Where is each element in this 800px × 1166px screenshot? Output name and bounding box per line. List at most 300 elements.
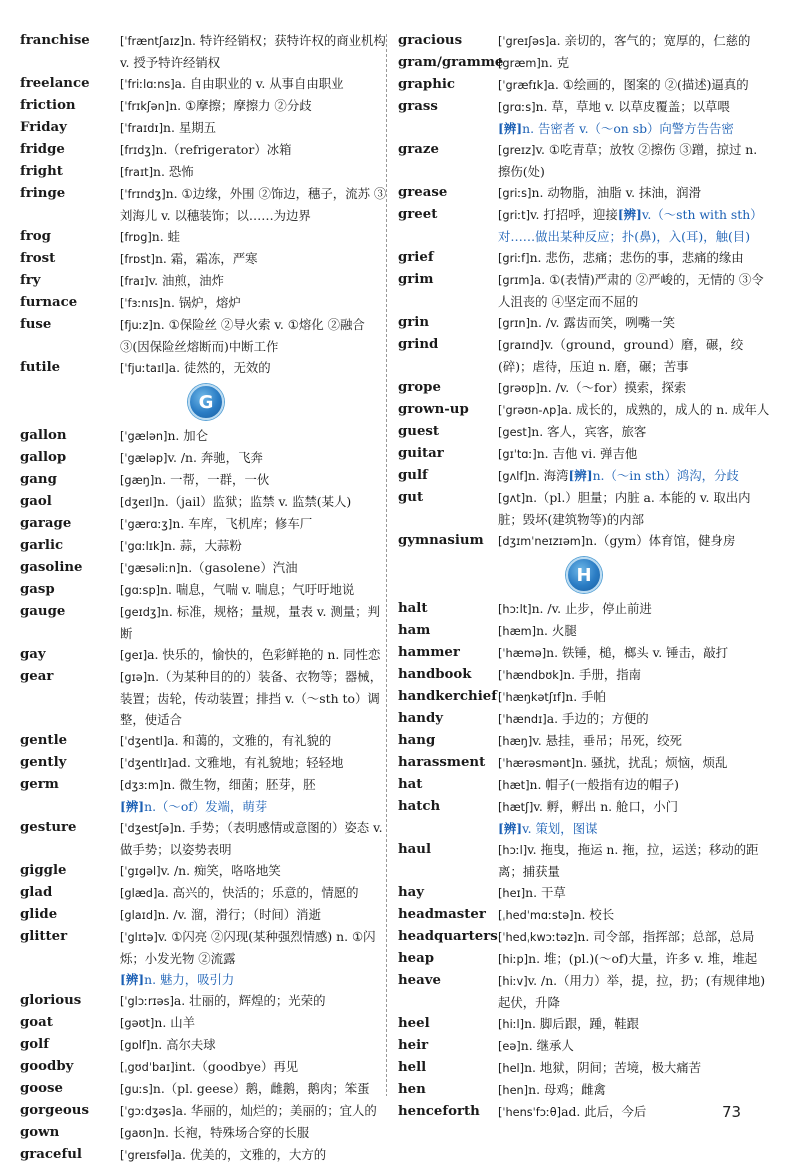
headword: fuse xyxy=(20,317,52,332)
pronunciation: [gæŋ] xyxy=(120,474,155,487)
left-column xyxy=(20,30,392,1166)
definition-block xyxy=(498,530,770,552)
definition-text: v. 拖曳，拖运 n. 拖，拉，运送；移动的距离；捕获量 xyxy=(498,842,759,879)
headword: gallop xyxy=(20,450,67,465)
definition-block xyxy=(120,882,392,904)
pronunciation: [ˈfjuːtaɪl] xyxy=(120,362,169,375)
definition-block xyxy=(498,421,770,443)
definition-text: n. 手帕 xyxy=(565,689,606,704)
headword: gulf xyxy=(398,468,428,483)
pronunciation: [ˈdʒentl] xyxy=(120,735,168,748)
distinction-note xyxy=(568,468,738,483)
headword: goat xyxy=(20,1015,53,1030)
definition-block xyxy=(498,1035,770,1057)
definition-text: v. 打招呼，迎接 xyxy=(530,207,618,222)
page-number: 73 xyxy=(722,1103,742,1121)
definition-text: n. 喘息，气喘 v. 喘息；气吁吁地说 xyxy=(160,582,355,597)
dictionary-entry xyxy=(398,839,770,882)
definition-block xyxy=(120,557,392,579)
headword: goodby xyxy=(20,1059,74,1074)
pronunciation: [hiːv] xyxy=(498,975,528,988)
dictionary-entry xyxy=(20,73,392,95)
pronunciation: [griːf] xyxy=(498,252,530,265)
dictionary-entry xyxy=(398,882,770,904)
dictionary-entry xyxy=(20,30,392,73)
definition-text: n. 克 xyxy=(540,55,569,70)
definition-text: v. 悬挂，垂吊；吊死，绞死 xyxy=(532,733,682,748)
pronunciation: [dʒeɪl] xyxy=(120,496,157,509)
headword: headmaster xyxy=(398,907,486,922)
definition-text: n. /v. 止步，停止前进 xyxy=(531,601,652,616)
definition-text: n. ①保险丝 ②导火索 v. ①熔化 ②融合 ③(因保险丝熔断而)中断工作 xyxy=(120,317,365,354)
dictionary-entry xyxy=(398,970,770,1013)
definition-text: n. 车库，飞机库；修车厂 xyxy=(172,516,313,531)
dictionary-entry xyxy=(20,601,392,644)
definition-text: n. 星期五 xyxy=(163,120,217,135)
definition-block xyxy=(120,226,392,248)
dictionary-entry xyxy=(398,487,770,530)
definition-block xyxy=(498,730,770,752)
headword: grown-up xyxy=(398,402,469,417)
dictionary-entry xyxy=(20,469,392,491)
headword: gesture xyxy=(20,820,77,835)
headword: fringe xyxy=(20,186,66,201)
dictionary-entry xyxy=(398,443,770,465)
distinction-tag: [辨] xyxy=(120,799,145,814)
definition-block xyxy=(120,270,392,292)
pronunciation: [geɪdʒ] xyxy=(120,606,161,619)
dictionary-entry xyxy=(20,1012,392,1034)
pronunciation: [ˈfrɪndʒ] xyxy=(120,188,166,201)
definition-text: n.（jail）监狱；监禁 v. 监禁(某人) xyxy=(156,494,352,509)
dictionary-entry xyxy=(20,644,392,666)
pronunciation: [ˈhærəsmənt] xyxy=(498,757,576,770)
pronunciation: [ˈfɜːnɪs] xyxy=(120,297,163,310)
definition-block xyxy=(498,970,770,1013)
headword: grope xyxy=(398,380,441,395)
definition-text: n. 帽子(一般指有边的帽子) xyxy=(529,777,679,792)
dictionary-entry xyxy=(20,752,392,774)
headword: grass xyxy=(398,99,438,114)
headword: glad xyxy=(20,885,53,900)
definition-text: n.（pl.）胆量；内脏 a. 本能的 v. 取出内脏；毁坏(建筑物等)的内部 xyxy=(498,490,751,527)
pronunciation: [dʒɜːm] xyxy=(120,779,164,792)
definition-text: int.（goodbye）再见 xyxy=(174,1059,299,1074)
dictionary-entry xyxy=(398,708,770,730)
pronunciation: [fraɪt] xyxy=(120,166,153,179)
definition-block xyxy=(120,1056,392,1078)
pronunciation: [gest] xyxy=(498,426,532,439)
definition-block xyxy=(498,620,770,642)
dictionary-entry xyxy=(398,312,770,334)
pronunciation: [graɪnd] xyxy=(498,339,545,352)
pronunciation: [eə] xyxy=(498,1040,521,1053)
headword: heave xyxy=(398,973,441,988)
definition-text: a. 优美的，文雅的，大方的 xyxy=(174,1147,327,1162)
headword: golf xyxy=(20,1037,49,1052)
definition-block xyxy=(498,52,770,74)
definition-text: n. 手势；（表明感情或意图的）姿态 v. 做手势；以姿势表明 xyxy=(120,820,383,857)
headword: henceforth xyxy=(398,1104,480,1119)
dictionary-entry xyxy=(20,1034,392,1056)
headword: headquarters xyxy=(398,929,498,944)
definition-text: a. 手边的；方便的 xyxy=(546,711,649,726)
definition-text: n. 标准，规格；量规，量表 v. 测量；判断 xyxy=(120,604,380,641)
headword: handkerchief xyxy=(398,689,497,704)
definition-block xyxy=(120,73,392,95)
dictionary-entry xyxy=(20,926,392,990)
headword: glitter xyxy=(20,929,68,944)
dictionary-entry xyxy=(398,1013,770,1035)
definition-text: n. 加仑 xyxy=(167,428,209,443)
dictionary-entry xyxy=(20,292,392,314)
definition-block xyxy=(498,96,770,139)
pronunciation: [hɔːlt] xyxy=(498,603,532,616)
pronunciation: [ˈhedˌkwɔːtəz] xyxy=(498,931,578,944)
headword: friction xyxy=(20,98,76,113)
headword: gay xyxy=(20,647,46,662)
headword: hell xyxy=(398,1060,427,1075)
pronunciation: [ˈgærɑːʒ] xyxy=(120,518,173,531)
pronunciation: [grɪm] xyxy=(498,274,534,287)
definition-text: n. ①边缘，外围 ②饰边，穗子，流苏 ③刘海儿 v. 以穗装饰；以……为边界 xyxy=(120,186,387,223)
distinction-text: n. 告密者 v.（～on sb）向警方告告密 xyxy=(522,121,734,136)
pronunciation: [ˈgreɪsfəl] xyxy=(120,1149,175,1162)
pronunciation: [gəʊt] xyxy=(120,1017,155,1030)
pronunciation: [ˈfrɪkʃən] xyxy=(120,100,170,113)
distinction-tag: [辨] xyxy=(120,972,145,987)
headword: guest xyxy=(398,424,440,439)
definition-block xyxy=(498,399,770,421)
definition-block xyxy=(120,752,392,774)
headword: heel xyxy=(398,1016,430,1031)
headword: gut xyxy=(398,490,424,505)
definition-text: n. 锅炉，熔炉 xyxy=(162,295,241,310)
definition-text: n. 一帮，一群，一伙 xyxy=(154,472,270,487)
definition-block xyxy=(120,601,392,644)
definition-block xyxy=(120,30,392,73)
dictionary-entry xyxy=(398,948,770,970)
definition-text: a. ①(表情)严肃的 ②严峻的，无情的 ③令人沮丧的 ④坚定而不屈的 xyxy=(498,272,764,309)
definition-block xyxy=(120,357,392,379)
pronunciation: [ˈglɔːrɪəs] xyxy=(120,995,174,1008)
headword: furnace xyxy=(20,295,78,310)
dictionary-entry xyxy=(398,904,770,926)
definition-text: n. 草，草地 v. 以草皮覆盖；以草喂 xyxy=(535,99,730,114)
dictionary-entry xyxy=(20,882,392,904)
definition-block xyxy=(120,926,392,990)
dictionary-entry xyxy=(20,1122,392,1144)
headword: fright xyxy=(20,164,63,179)
headword: goose xyxy=(20,1081,63,1096)
definition-block xyxy=(120,860,392,882)
pronunciation: [ˈgræfɪk] xyxy=(498,79,548,92)
pronunciation: [ˈhensˈfɔːθ] xyxy=(498,1106,562,1119)
definition-text: n.（gasolene）汽油 xyxy=(180,560,298,575)
pronunciation: [grɪn] xyxy=(498,317,530,330)
definition-block xyxy=(120,817,392,860)
dictionary-entry xyxy=(20,774,392,817)
definition-block xyxy=(120,904,392,926)
headword: gracious xyxy=(398,33,463,48)
pronunciation: [ˈfraɪdɪ] xyxy=(120,122,164,135)
definition-block xyxy=(120,1012,392,1034)
definition-block xyxy=(498,30,770,52)
definition-text: n. 堆；(pl.)(～of)大量，许多 v. 堆，堆起 xyxy=(528,951,758,966)
headword: fridge xyxy=(20,142,65,157)
right-column xyxy=(398,30,770,1123)
definition-text: a. ①绘画的，图案的 ②(描述)逼真的 xyxy=(547,77,749,92)
headword: gang xyxy=(20,472,57,487)
definition-block xyxy=(120,1100,392,1122)
definition-text: n. 恐怖 xyxy=(153,164,194,179)
definition-text: n. 长袍，特殊场合穿的长服 xyxy=(157,1125,310,1140)
definition-block xyxy=(120,491,392,513)
dictionary-entry xyxy=(398,182,770,204)
headword: fry xyxy=(20,273,41,288)
pronunciation: [ˈgreɪʃəs] xyxy=(498,35,550,48)
pronunciation: [gʌt] xyxy=(498,492,526,505)
headword: hammer xyxy=(398,645,460,660)
dictionary-entry xyxy=(398,377,770,399)
headword: handbook xyxy=(398,667,472,682)
dictionary-entry xyxy=(20,357,392,379)
dictionary-entry xyxy=(20,1144,392,1166)
letter-g-badge: G xyxy=(188,384,224,420)
definition-text: n. 悲伤，悲痛；悲伤的事，悲痛的缘由 xyxy=(529,250,744,265)
distinction-note xyxy=(498,818,770,839)
headword: greet xyxy=(398,207,438,222)
pronunciation: [hæt] xyxy=(498,779,530,792)
definition-block xyxy=(498,182,770,204)
dictionary-entry xyxy=(398,421,770,443)
dictionary-entry xyxy=(20,1100,392,1122)
pronunciation: [griːt] xyxy=(498,209,531,222)
pronunciation: [frɒg] xyxy=(120,231,152,244)
dictionary-entry xyxy=(398,399,770,421)
definition-text: n. 火腿 xyxy=(536,623,577,638)
distinction-tag: [辨] xyxy=(498,821,523,836)
pronunciation: [ˌgʊdˈbaɪ] xyxy=(120,1061,175,1074)
definition-block xyxy=(498,74,770,96)
pronunciation: [frɪdʒ] xyxy=(120,144,156,157)
definition-text: v. 孵，孵出 n. 舱口，小门 xyxy=(533,799,679,814)
definition-text: n. 干草 xyxy=(525,885,566,900)
pronunciation: [ˈfræntʃaɪz] xyxy=(120,35,185,48)
headword: graphic xyxy=(398,77,456,92)
definition-text: n. 高尔夫球 xyxy=(150,1037,216,1052)
pronunciation: [fjuːz] xyxy=(120,319,153,332)
dictionary-entry xyxy=(398,269,770,312)
dictionary-entry xyxy=(398,74,770,96)
definition-block xyxy=(498,708,770,730)
headword: gauge xyxy=(20,604,66,619)
pronunciation: [glæd] xyxy=(120,887,158,900)
headword: heap xyxy=(398,951,435,966)
headword: halt xyxy=(398,601,428,616)
dictionary-entry xyxy=(398,204,770,247)
dictionary-entry xyxy=(20,161,392,183)
headword: graze xyxy=(398,142,439,157)
pronunciation: [ˈgrəʊn-ʌp] xyxy=(498,404,561,417)
headword: grim xyxy=(398,272,434,287)
pronunciation: [ˈdʒentlɪ] xyxy=(120,757,172,770)
pronunciation: [guːs] xyxy=(120,1083,153,1096)
definition-block xyxy=(120,248,392,270)
dictionary-entry xyxy=(20,860,392,882)
definition-block xyxy=(120,1078,392,1100)
dictionary-entry xyxy=(20,990,392,1012)
headword: harassment xyxy=(398,755,486,770)
definition-block xyxy=(498,443,770,465)
headword: garage xyxy=(20,516,72,531)
pronunciation: [hæm] xyxy=(498,625,537,638)
pronunciation: [ˈgɪgəl] xyxy=(120,865,161,878)
headword: guitar xyxy=(398,446,444,461)
dictionary-entry xyxy=(20,226,392,248)
dictionary-entry xyxy=(20,139,392,161)
definition-text: n. 吉他 vi. 弹吉他 xyxy=(536,446,638,461)
dictionary-entry xyxy=(398,139,770,182)
headword: gaol xyxy=(20,494,52,509)
definition-text: a. 亲切的，客气的；宽厚的，仁慈的 xyxy=(549,33,751,48)
definition-text: n. 动物脂，油脂 v. 抹油，润滑 xyxy=(531,185,701,200)
definition-text: v. /n. 奔驰，飞奔 xyxy=(167,450,263,465)
definition-text: n. 蒜，大蒜粉 xyxy=(163,538,242,553)
dictionary-entry xyxy=(398,598,770,620)
headword: gear xyxy=(20,669,54,684)
definition-text: n. 手册，指南 xyxy=(563,667,642,682)
definition-text: ad. 文雅地，有礼貌地；轻轻地 xyxy=(171,755,344,770)
definition-block xyxy=(498,204,770,247)
headword: giggle xyxy=(20,863,67,878)
definition-block xyxy=(120,535,392,557)
definition-text: n.（gym）体育馆，健身房 xyxy=(585,533,736,548)
headword: gasoline xyxy=(20,560,83,575)
dictionary-entry xyxy=(398,1035,770,1057)
definition-block xyxy=(498,1079,770,1101)
headword: grief xyxy=(398,250,434,265)
dictionary-entry xyxy=(20,513,392,535)
definition-text: a. 徒然的，无效的 xyxy=(168,360,271,375)
definition-block xyxy=(120,666,392,730)
headword: handy xyxy=(398,711,443,726)
definition-block xyxy=(120,183,392,226)
pronunciation: [ˈgɑːlɪk] xyxy=(120,540,164,553)
dictionary-entry xyxy=(398,752,770,774)
pronunciation: [ˈhæmə] xyxy=(498,647,547,660)
dictionary-entry xyxy=(20,557,392,579)
definition-text: v.（ground，ground）磨，碾，绞(碎)；虐待，压迫 n. 磨，碾；苦事 xyxy=(498,337,744,374)
headword: ham xyxy=(398,623,431,638)
definition-block xyxy=(498,377,770,399)
headword: gently xyxy=(20,755,67,770)
headword: frost xyxy=(20,251,56,266)
dictionary-entry xyxy=(398,1101,770,1123)
dictionary-entry xyxy=(398,247,770,269)
pronunciation: [ˈgæsəliːn] xyxy=(120,562,181,575)
definition-text: n. 特许经销权；获特许权的商业机构 v. 授予特许经销权 xyxy=(120,33,386,70)
distinction-tag: [辨] xyxy=(568,468,593,483)
headword: gymnasium xyxy=(398,533,484,548)
definition-text: n. 司令部，指挥部；总部，总局 xyxy=(577,929,755,944)
dictionary-entry xyxy=(398,1057,770,1079)
headword: franchise xyxy=(20,33,90,48)
pronunciation: [fraɪ] xyxy=(120,275,149,288)
pronunciation: [ˈdʒestʃə] xyxy=(120,822,174,835)
definition-text: v. /n.（用力）举，提，拉，扔；(有规律地)起伏，升降 xyxy=(498,973,766,1010)
definition-text: n. ①摩擦；摩擦力 ②分歧 xyxy=(169,98,312,113)
headword: glorious xyxy=(20,993,82,1008)
headword: germ xyxy=(20,777,59,792)
definition-block xyxy=(498,1057,770,1079)
pronunciation: [glaɪd] xyxy=(120,909,158,922)
definition-text: a. 自由职业的 v. 从事自由职业 xyxy=(174,76,344,91)
headword: grin xyxy=(398,315,430,330)
definition-block xyxy=(498,686,770,708)
definition-text: a. 和蔼的，文雅的，有礼貌的 xyxy=(167,733,332,748)
pronunciation: [gaʊn] xyxy=(120,1127,158,1140)
definition-text: n. 地狱，阴间；苦境，极大痛苦 xyxy=(524,1060,702,1075)
dictionary-entry xyxy=(20,1078,392,1100)
definition-block xyxy=(498,334,770,377)
distinction-text: v.（～sth with sth）对……做出某种反应；扑(鼻)，入(耳)，触(目) xyxy=(498,207,763,244)
pronunciation: [frɒst] xyxy=(120,253,155,266)
dictionary-entry xyxy=(398,730,770,752)
dictionary-entry xyxy=(20,270,392,292)
definition-text: n. 铁锤，槌，榔头 v. 锤击，敲打 xyxy=(546,645,729,660)
letter-h-badge: H xyxy=(566,557,602,593)
definition-block xyxy=(498,487,770,530)
pronunciation: [gɪə] xyxy=(120,671,148,684)
definition-block xyxy=(120,1122,392,1144)
dictionary-entry xyxy=(20,817,392,860)
pronunciation: [ˈhændbʊk] xyxy=(498,669,564,682)
dictionary-entry xyxy=(20,248,392,270)
definition-text: v. 油煎，油炸 xyxy=(148,273,224,288)
definition-text: a. 高兴的，快活的；乐意的，情愿的 xyxy=(157,885,359,900)
definition-text: n. 客人，宾客，旅客 xyxy=(531,424,647,439)
headword: futile xyxy=(20,360,61,375)
definition-block xyxy=(120,469,392,491)
pronunciation: [hel] xyxy=(498,1062,525,1075)
definition-text: n. 微生物，细菌；胚芽，胚 xyxy=(163,777,316,792)
headword: Friday xyxy=(20,120,67,135)
definition-block xyxy=(120,95,392,117)
definition-block xyxy=(498,312,770,334)
headword: gallon xyxy=(20,428,67,443)
definition-text: n. 校长 xyxy=(573,907,615,922)
definition-text: v. ①吃青草；放牧 ②擦伤 ③蹭，掠过 n. 擦伤(处) xyxy=(498,142,758,179)
dictionary-entry xyxy=(398,774,770,796)
pronunciation: [ˈglɪtə] xyxy=(120,931,158,944)
definition-block xyxy=(120,1144,392,1166)
dictionary-entry xyxy=(398,642,770,664)
dictionary-entry xyxy=(398,30,770,52)
definition-text: n.（为某种目的的）装备、衣物等；器械，装置；齿轮，传动装置；排挡 v.（～sth to）调整，使适合 xyxy=(120,669,383,727)
definition-block xyxy=(120,292,392,314)
pronunciation: [ˌhedˈmɑːstə] xyxy=(498,909,574,922)
dictionary-entry xyxy=(20,95,392,117)
dictionary-entry xyxy=(398,96,770,139)
definition-block xyxy=(120,644,392,666)
definition-text: a. 壮丽的，辉煌的；光荣的 xyxy=(173,993,326,1008)
distinction-text: n. 魅力，吸引力 xyxy=(144,972,235,987)
pronunciation: [ˈgæləp] xyxy=(120,452,168,465)
definition-block xyxy=(498,882,770,904)
headword: garlic xyxy=(20,538,64,553)
definition-block xyxy=(120,139,392,161)
